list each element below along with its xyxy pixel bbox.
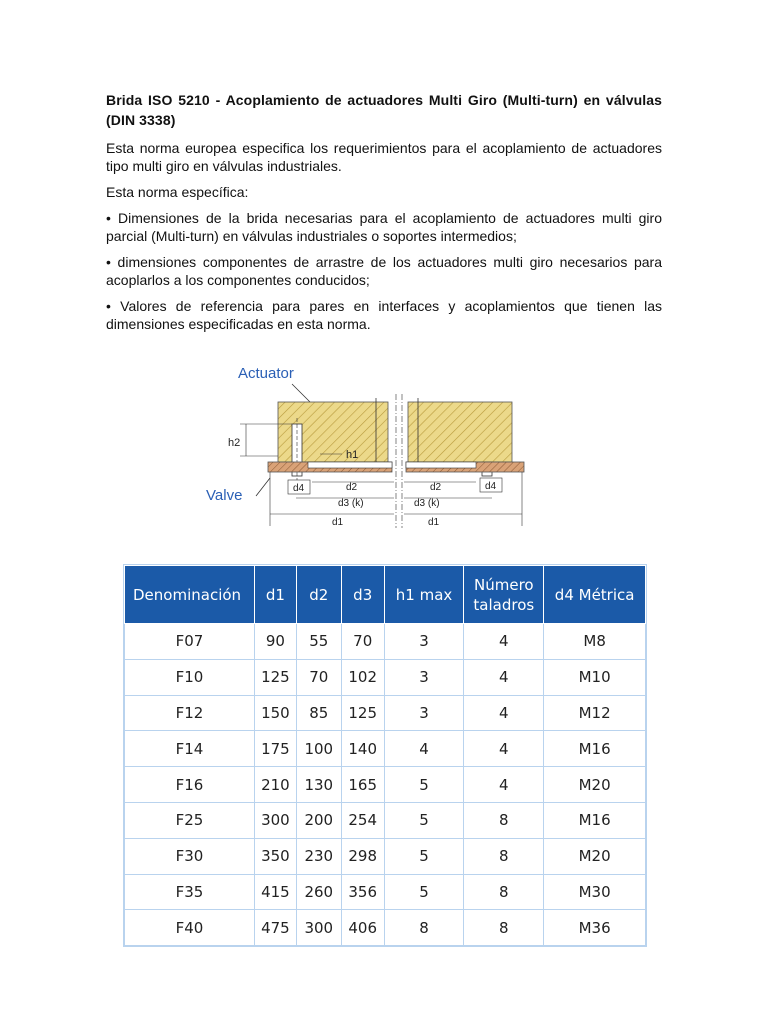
table-cell: 70 — [296, 659, 341, 695]
table-cell: 3 — [384, 659, 464, 695]
table-cell: 415 — [254, 874, 296, 910]
table-body — [125, 624, 646, 946]
flange-recess-right — [406, 462, 476, 468]
paragraph-intro: Esta norma europea especifica los requerimientos para el acoplamiento de actuadores tipo multi giro en válvulas industriales. — [106, 140, 662, 174]
table-cell: 125 — [254, 659, 296, 695]
table-cell: F12 — [125, 695, 255, 731]
document-title: Brida ISO 5210 - Acoplamiento de actuadores Multi Giro (Multi-turn) en válvulas (DIN 3338) — [106, 92, 662, 128]
table-cell: F10 — [125, 659, 255, 695]
table-cell: 4 — [384, 731, 464, 767]
document-body — [106, 90, 662, 333]
flange-recess-left — [308, 462, 392, 468]
table-header-row — [125, 566, 646, 624]
table-cell: M12 — [544, 695, 646, 731]
table-cell: F40 — [125, 910, 255, 946]
header-d1: d1 — [254, 566, 296, 624]
table-row — [125, 910, 646, 946]
table-cell: M36 — [544, 910, 646, 946]
paragraph-bullet-drive: • dimensiones componentes de arrastre de los actuadores multi giro necesarios para acoplarlos a los componentes conducidos; — [106, 254, 662, 288]
table-cell: 3 — [384, 624, 464, 660]
table-cell: 70 — [341, 624, 384, 660]
table-cell: M8 — [544, 624, 646, 660]
valve-leader-line — [256, 478, 270, 496]
table-row — [125, 659, 646, 695]
header-d2: d2 — [296, 566, 341, 624]
actuator-body-right — [408, 402, 512, 462]
d2-left-label: d2 — [346, 482, 358, 493]
table-row — [125, 767, 646, 803]
table-cell: 8 — [384, 910, 464, 946]
table-cell: 102 — [341, 659, 384, 695]
table-cell: 230 — [296, 838, 341, 874]
paragraph-bullet-torque: • Valores de referencia para pares en interfaces y acoplamientos que tienen las dimensiones especificadas en esta norma. — [106, 298, 662, 332]
table-cell: 350 — [254, 838, 296, 874]
table-row — [125, 624, 646, 660]
table-cell: 90 — [254, 624, 296, 660]
table-cell: 298 — [341, 838, 384, 874]
h2-label: h2 — [228, 437, 241, 449]
table-row — [125, 731, 646, 767]
paragraph-scope: Esta norma específica: — [106, 184, 249, 200]
table-cell: 254 — [341, 802, 384, 838]
table-cell: 4 — [464, 767, 544, 803]
flange-dimensions-table — [124, 565, 646, 946]
actuator-label: Actuator — [238, 365, 294, 382]
table-cell: F35 — [125, 874, 255, 910]
table-cell: 5 — [384, 802, 464, 838]
table-cell: F16 — [125, 767, 255, 803]
table-cell: 3 — [384, 695, 464, 731]
table-cell: M16 — [544, 731, 646, 767]
table-row — [125, 802, 646, 838]
table-cell: 165 — [341, 767, 384, 803]
table-cell: 8 — [464, 910, 544, 946]
table-cell: F07 — [125, 624, 255, 660]
flange-diagram — [200, 358, 530, 538]
table-cell: 130 — [296, 767, 341, 803]
table-cell: 356 — [341, 874, 384, 910]
table-cell: F14 — [125, 731, 255, 767]
table-cell: 5 — [384, 767, 464, 803]
table-cell: 200 — [296, 802, 341, 838]
d4-right-label: d4 — [485, 481, 497, 492]
paragraph-bullet-flange: • Dimensiones de la brida necesarias para el acoplamiento de actuadores multi giro parcial (Multi-turn) en válvulas industriales o soportes intermedios; — [106, 210, 662, 244]
d2-right-label: d2 — [430, 482, 442, 493]
table-cell: 150 — [254, 695, 296, 731]
table-cell: 4 — [464, 659, 544, 695]
table-cell: 475 — [254, 910, 296, 946]
table-cell: M10 — [544, 659, 646, 695]
d3-right-label: d3 (k) — [414, 498, 440, 509]
d1-right-label: d1 — [428, 517, 440, 528]
header-numero-taladros: Número taladros — [464, 566, 544, 624]
header-d4-metrica: d4 Métrica — [544, 566, 646, 624]
header-h1-max: h1 max — [384, 566, 464, 624]
table-cell: 85 — [296, 695, 341, 731]
table-cell: 5 — [384, 874, 464, 910]
table-cell: 4 — [464, 624, 544, 660]
d4-left-label: d4 — [293, 483, 305, 494]
table-cell: M16 — [544, 802, 646, 838]
table-row — [125, 695, 646, 731]
h1-label: h1 — [346, 449, 359, 461]
header-d3: d3 — [341, 566, 384, 624]
table-cell: 4 — [464, 731, 544, 767]
table-row — [125, 838, 646, 874]
table-cell: 175 — [254, 731, 296, 767]
table-cell: M20 — [544, 767, 646, 803]
table-cell: 55 — [296, 624, 341, 660]
valve-label: Valve — [206, 487, 243, 504]
table-cell: 300 — [254, 802, 296, 838]
table-cell: 125 — [341, 695, 384, 731]
table-cell: 8 — [464, 874, 544, 910]
header-denominacion: Denominación — [125, 566, 255, 624]
table-cell: 5 — [384, 838, 464, 874]
table-cell: F25 — [125, 802, 255, 838]
table-cell: M30 — [544, 874, 646, 910]
table-cell: 100 — [296, 731, 341, 767]
d3-left-label: d3 (k) — [338, 498, 364, 509]
table-cell: M20 — [544, 838, 646, 874]
table-cell: 210 — [254, 767, 296, 803]
table-cell: 8 — [464, 838, 544, 874]
table-cell: 8 — [464, 802, 544, 838]
table-cell: 4 — [464, 695, 544, 731]
table-cell: F30 — [125, 838, 255, 874]
d1-left-label: d1 — [332, 517, 344, 528]
table-cell: 406 — [341, 910, 384, 946]
table-row — [125, 874, 646, 910]
table-cell: 260 — [296, 874, 341, 910]
table-cell: 140 — [341, 731, 384, 767]
table-cell: 300 — [296, 910, 341, 946]
